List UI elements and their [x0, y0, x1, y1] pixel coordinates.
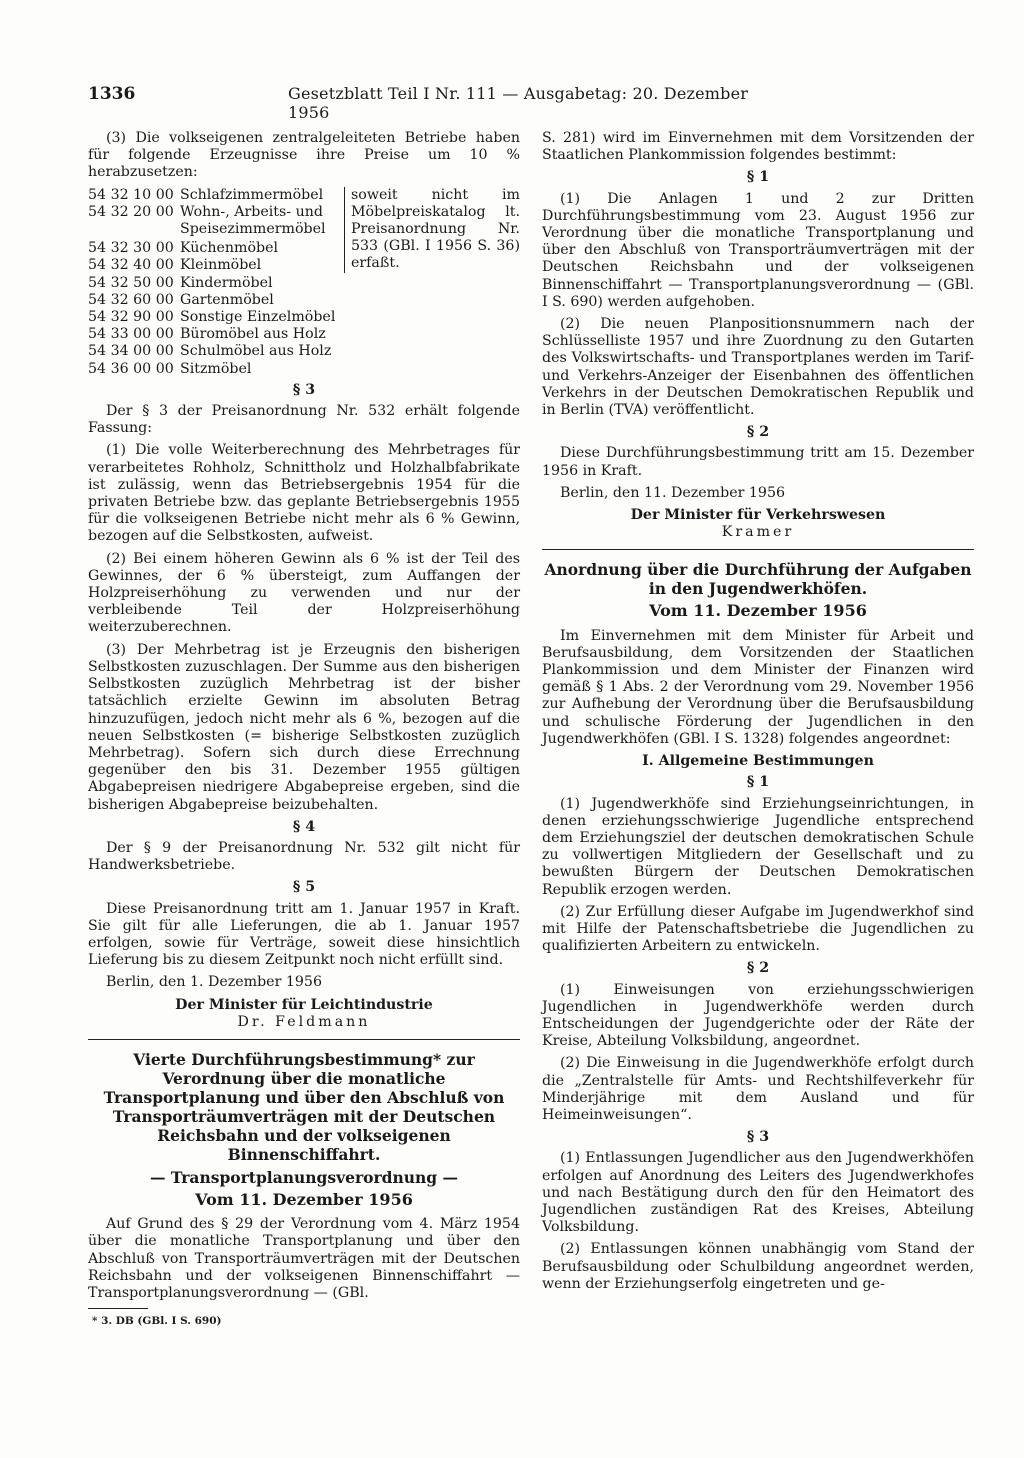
article-1-paragraph-2: (2) Zur Erfüllung dieser Aufgabe im Jugendwerkhof sind mit Hilfe der Patenschaftsbetriebe die Jugendlichen zu qualifizierten Arbeitern zu entwickeln.: [542, 903, 974, 955]
article-1-paragraph-1: (1) Jugendwerkhöfe sind Erziehungseinrichtungen, in denen erziehungsschwierige Jugendliche entsprechend dem Erziehungsziel der deutschen demokratischen Schule zu vollwertigen Mitgliedern der Gesellschaft und zu bewußten Bürgern der Deutschen Demokratischen Republik erzogen werden.: [542, 795, 974, 898]
document-intro: Im Einvernehmen mit dem Minister für Arbeit und Berufsausbildung, dem Vorsitzenden der Staatlichen Plankommission und dem Minister der Finanzen wird gemäß § 1 Abs. 2 der Verordnung vom 29. November 1956 zur Aufhebung der Verordnung über die Berufsausbildung und schulische Förderung der Jugendlichen in den Jugendwerkhöfen (GBl. I S. 1328) folgendes angeordnet:: [542, 627, 974, 747]
product-row: [88, 326, 520, 343]
product-code: 54 32 30 00: [88, 240, 174, 257]
section-heading: § 2: [746, 960, 770, 977]
product-name: Sonstige Einzelmöbel: [180, 309, 336, 326]
signer-name: Kramer: [721, 524, 795, 541]
products-note: soweit nicht im Möbelpreiskatalog lt. Preisanordnung Nr. 533 (GBl. I 1956 S. 36) erfaßt.: [344, 187, 520, 273]
product-code: 54 32 50 00: [88, 274, 174, 291]
product-code: 54 32 40 00: [88, 257, 174, 274]
product-name: Kleinmöbel: [180, 257, 262, 274]
article-3-paragraph-2: (2) Entlassungen können unabhängig vom Stand der Berufsausbildung oder Schulbildung angeordnet werden, wenn der Erziehungserfolg eingetreten und ge-: [542, 1241, 974, 1292]
product-name: Büromöbel aus Holz: [180, 326, 326, 343]
right-column: [542, 130, 974, 1298]
paragraph-3-intro: (3) Die volkseigenen zentralgeleiteten Betriebe haben für folgende Erzeugnisse ihre Preise um 10 % herabzusetzen:: [88, 130, 520, 181]
page-number: 1336: [88, 84, 136, 104]
section-1-paragraph-2: (2) Die neuen Planpositionsnummern nach der Schlüsselliste 1957 und ihre Zuordnung zu den Gutarten des Volkswirtschafts- und Transportplanes werden im Tarif- und Verkehrs-Anzeiger der Eisenbahnen des öffentlichen Verkehrs in der Deutschen Demokratischen Republik und in Berlin (TVA) veröffentlicht.: [542, 316, 974, 419]
product-row: [88, 309, 520, 326]
section-2-text: Diese Durchführungsbestimmung tritt am 15. Dezember 1956 in Kraft.: [542, 445, 974, 479]
document-title: Vierte Durchführungsbestimmung* zur Verordnung über die monatliche Transportplanung und über den Abschluß von Transporträumverträgen mit der Deutschen Reichsbahn und der volkseigenen Binnenschiffahrt.: [103, 1049, 505, 1164]
product-name: Schlafzimmermöbel: [180, 186, 324, 203]
signer-title: Der Minister für Verkehrswesen: [630, 507, 886, 524]
product-table: [88, 187, 520, 378]
document-title: Anordnung über die Durchführung der Aufgaben in den Jugendwerkhöfen.: [544, 560, 972, 599]
product-code: 54 34 00 00: [88, 343, 174, 360]
section-heading: § 1: [746, 169, 770, 186]
product-code: 54 32 20 00: [88, 203, 174, 220]
section-5-text: Diese Preisanordnung tritt am 1. Januar 1957 in Kraft. Sie gilt für alle Lieferungen, die ab 1. Januar 1957 erfolgen, sowie für Verträge, soweit diese hinsichtlich Lieferung bis zu diesem Zeitpunkt noch nicht erfüllt sind.: [88, 900, 520, 969]
product-code: 54 32 60 00: [88, 291, 174, 308]
footnote: * 3. DB (GBl. I S. 690): [92, 1315, 222, 1328]
product-row: [88, 361, 520, 378]
document-intro: Auf Grund des § 29 der Verordnung vom 4. März 1954 über die monatliche Transportplanung und über den Abschluß von Transporträumverträgen mit der Deutschen Reichsbahn und der volkseigenen Binnenschiffahrt — Transportplanungsverordnung — (GBl.: [88, 1216, 520, 1301]
product-name: Küchenmöbel: [180, 240, 279, 257]
document-date: Vom 11. Dezember 1956: [195, 1189, 413, 1209]
product-name: Schulmöbel aus Holz: [180, 343, 332, 360]
divider: [542, 549, 974, 550]
product-row: [88, 343, 520, 360]
page-header-title: Gesetzblatt Teil I Nr. 111 — Ausgabetag: 20. Dezember 1956: [288, 84, 749, 122]
section-3-paragraph-2: (2) Bei einem höheren Gewinn als 6 % ist der Teil des Gewinnes, der 6 % übersteigt, zum Auffangen der Holzpreiserhöhung zu verwenden und nur der verbleibende Teil der Holzpreiserhöhung weiterzuberechnen.: [88, 550, 520, 636]
section-3-intro: Der § 3 der Preisanordnung Nr. 532 erhält folgende Fassung:: [88, 403, 520, 437]
place-date: Berlin, den 11. Dezember 1956: [560, 484, 786, 501]
product-code: 54 32 90 00: [88, 309, 174, 326]
article-2-paragraph-1: (1) Einweisungen von erziehungsschwierigen Jugendlichen in Jugendwerkhöfe werden durch Entscheidungen der Jugendgerichte oder der Räte der Kreise, Abteilung Volksbildung, angeordnet.: [542, 981, 974, 1050]
section-3-paragraph-1: (1) Die volle Weiterberechnung des Mehrbetrages für verarbeitetes Rohholz, Schnittholz und Holzhalbfabrikate ist zulässig, wenn das Betriebsergebnis 1954 für die privaten Betriebe bzw. das geplante Betriebsergebnis 1955 für die volkseigenen Betriebe nicht mehr als 6 % Gewinn, bezogen auf die Selbstkosten, aufweist.: [88, 442, 520, 545]
section-heading: § 2: [746, 424, 770, 441]
document-date: Vom 11. Dezember 1956: [649, 601, 867, 621]
part-heading: I. Allgemeine Bestimmungen: [642, 753, 874, 770]
document-intro-continued: S. 281) wird im Einvernehmen mit dem Vorsitzenden der Staatlichen Plankommission folgendes bestimmt:: [542, 130, 974, 164]
section-heading: § 3: [292, 381, 316, 398]
article-3-paragraph-1: (1) Entlassungen Jugendlicher aus den Jugendwerkhöfen erfolgen auf Anordnung des Leiters des Jugendwerkhofes und nach Bestätigung durch den für den Heimatort des Jugendlichen zuständigen Rat des Kreises, Abteilung Volksbildung.: [542, 1150, 974, 1236]
document-subtitle: — Transportplanungsverordnung —: [149, 1167, 459, 1187]
product-code: 54 32 10 00: [88, 186, 174, 203]
signer-title: Der Minister für Leichtindustrie: [175, 996, 433, 1013]
product-row: [88, 292, 520, 309]
product-name: Kindermöbel: [180, 274, 273, 291]
product-row: [88, 275, 520, 292]
product-code: 54 33 00 00: [88, 326, 174, 343]
product-name: Wohn-, Arbeits- und Speisezimmermöbel: [180, 203, 326, 238]
section-heading: § 1: [746, 774, 770, 791]
signer-name: Dr. Feldmann: [237, 1013, 371, 1030]
product-name: Sitzmöbel: [180, 360, 252, 377]
left-column: [88, 130, 520, 1330]
section-4-text: Der § 9 der Preisanordnung Nr. 532 gilt nicht für Handwerksbetriebe.: [88, 839, 520, 874]
footnote-divider: [88, 1308, 148, 1309]
section-heading: § 3: [746, 1129, 770, 1146]
product-name: Gartenmöbel: [180, 291, 274, 308]
section-heading: § 5: [292, 879, 316, 896]
section-3-paragraph-3: (3) Der Mehrbetrag ist je Erzeugnis den bisherigen Selbstkosten zuzuschlagen. Der Summe aus den bisherigen Selbstkosten zuzüglich Mehrbetrag ist der bisher tatsächlich erzielte Gewinn im absoluten Betrag hinzuzufügen, jedoch nicht mehr als 6 %, bezogen auf die neuen Selbstkosten (= bisherige Selbstkosten zuzüglich Mehrbetrag). Sofern sich durch diese Errechnung gegenüber den bis 31. Dezember 1955 gültigen Abgabepreisen niedrigere Abgabepreise ergeben, sind die bisherigen Abgabepreise beizubehalten.: [88, 641, 520, 813]
product-code: 54 36 00 00: [88, 360, 174, 377]
page-header: [88, 84, 788, 122]
section-1-paragraph-1: (1) Die Anlagen 1 und 2 zur Dritten Durchführungsbestimmung vom 23. August 1956 zur Verordnung über die monatliche Transportplanung und über den Abschluß von Transporträumverträgen mit der Deutschen Reichsbahn und der volkseigenen Binnenschiffahrt — Transportplanungsverordnung — (GBl. I S. 690) werden aufgehoben.: [542, 190, 974, 310]
section-heading: § 4: [292, 818, 316, 835]
divider: [88, 1039, 520, 1040]
article-2-paragraph-2: (2) Die Einweisung in die Jugendwerkhöfe erfolgt durch die „Zentralstelle für Amts- und Rechtshilfeverkehr für Minderjährige mit dem Ausland und für Heimeinweisungen“.: [542, 1055, 974, 1123]
place-date: Berlin, den 1. Dezember 1956: [106, 974, 322, 991]
